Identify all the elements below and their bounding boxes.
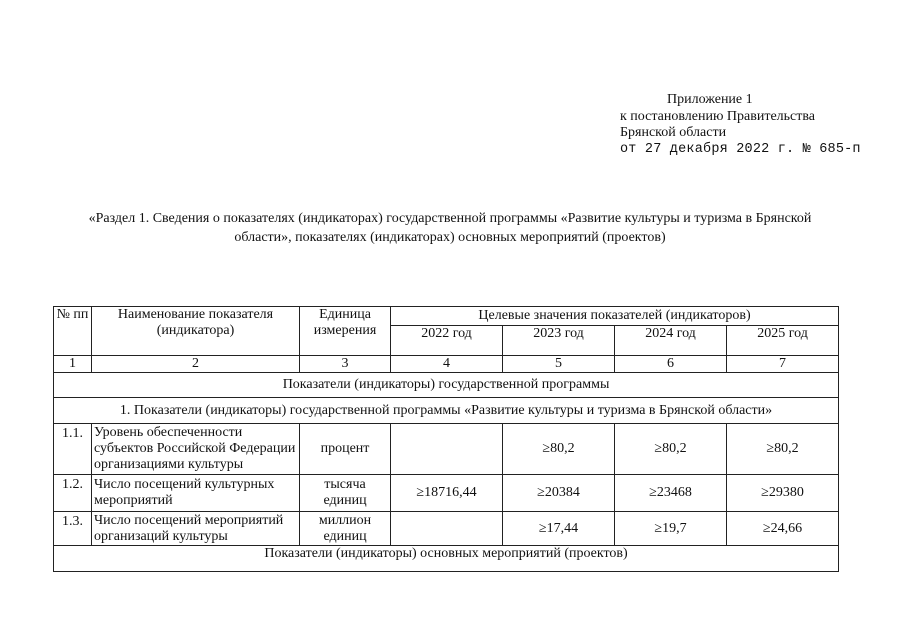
row-number: 1.1. [54,424,92,475]
header-targets: Целевые значения показателей (индикаторов) [391,307,839,326]
column-number: 4 [391,356,503,373]
column-number: 1 [54,356,92,373]
title-line: области», показателях (индикаторах) основных мероприятий (проектов) [234,230,666,245]
row-unit: процент [300,424,391,475]
value-2025: ≥29380 [727,475,839,512]
section-heading: Показатели (индикаторы) основных мероприятий (проектов) [54,546,839,572]
header-year: 2025 год [727,326,839,356]
value-2025: ≥24,66 [727,512,839,546]
value-2023: ≥17,44 [503,512,615,546]
attachment-title: Приложение 1 [667,92,753,107]
value-2025: ≥80,2 [727,424,839,475]
attachment-date-number: от 27 декабря 2022 г. № 685-п [620,141,861,157]
header-num: № пп [54,307,92,356]
value-2023: ≥20384 [503,475,615,512]
value-2023: ≥80,2 [503,424,615,475]
row-unit: миллион единиц [300,512,391,546]
row-name: Уровень обеспеченности субъектов Российской Федерации организациями культуры [92,424,300,475]
table-row [54,512,839,546]
column-number: 5 [503,356,615,373]
subsection-heading: 1. Показатели (индикаторы) государственной программы «Развитие культуры и туризма в Брянской области» [54,398,839,424]
header-name: Наименование показателя (индикатора) [92,307,300,356]
header-year: 2024 год [615,326,727,356]
header-year: 2023 год [503,326,615,356]
value-2022: ≥18716,44 [391,475,503,512]
column-number: 3 [300,356,391,373]
attachment-line: к постановлению Правительства [620,108,816,124]
value-2024: ≥80,2 [615,424,727,475]
row-unit: тысяча единиц [300,475,391,512]
row-number: 1.2. [54,475,92,512]
row-name: Число посещений культурных мероприятий [92,475,300,512]
column-number: 7 [727,356,839,373]
header-unit: Единица измерения [300,307,391,356]
value-2022 [391,424,503,475]
table-row [54,424,839,475]
section-title [50,209,850,247]
row-number: 1.3. [54,512,92,546]
table-row [54,475,839,512]
row-name: Число посещений мероприятий организаций культуры [92,512,300,546]
attachment-block [620,92,861,158]
value-2024: ≥23468 [615,475,727,512]
value-2024: ≥19,7 [615,512,727,546]
attachment-line: Брянской области [620,125,727,140]
column-number: 2 [92,356,300,373]
header-year: 2022 год [391,326,503,356]
column-number: 6 [615,356,727,373]
section-heading: Показатели (индикаторы) государственной программы [54,373,839,398]
value-2022 [391,512,503,546]
indicators-table [53,306,839,572]
title-line: «Раздел 1. Сведения о показателях (индикаторах) государственной программы «Развитие культуры и туризма в Брянской [88,211,812,226]
